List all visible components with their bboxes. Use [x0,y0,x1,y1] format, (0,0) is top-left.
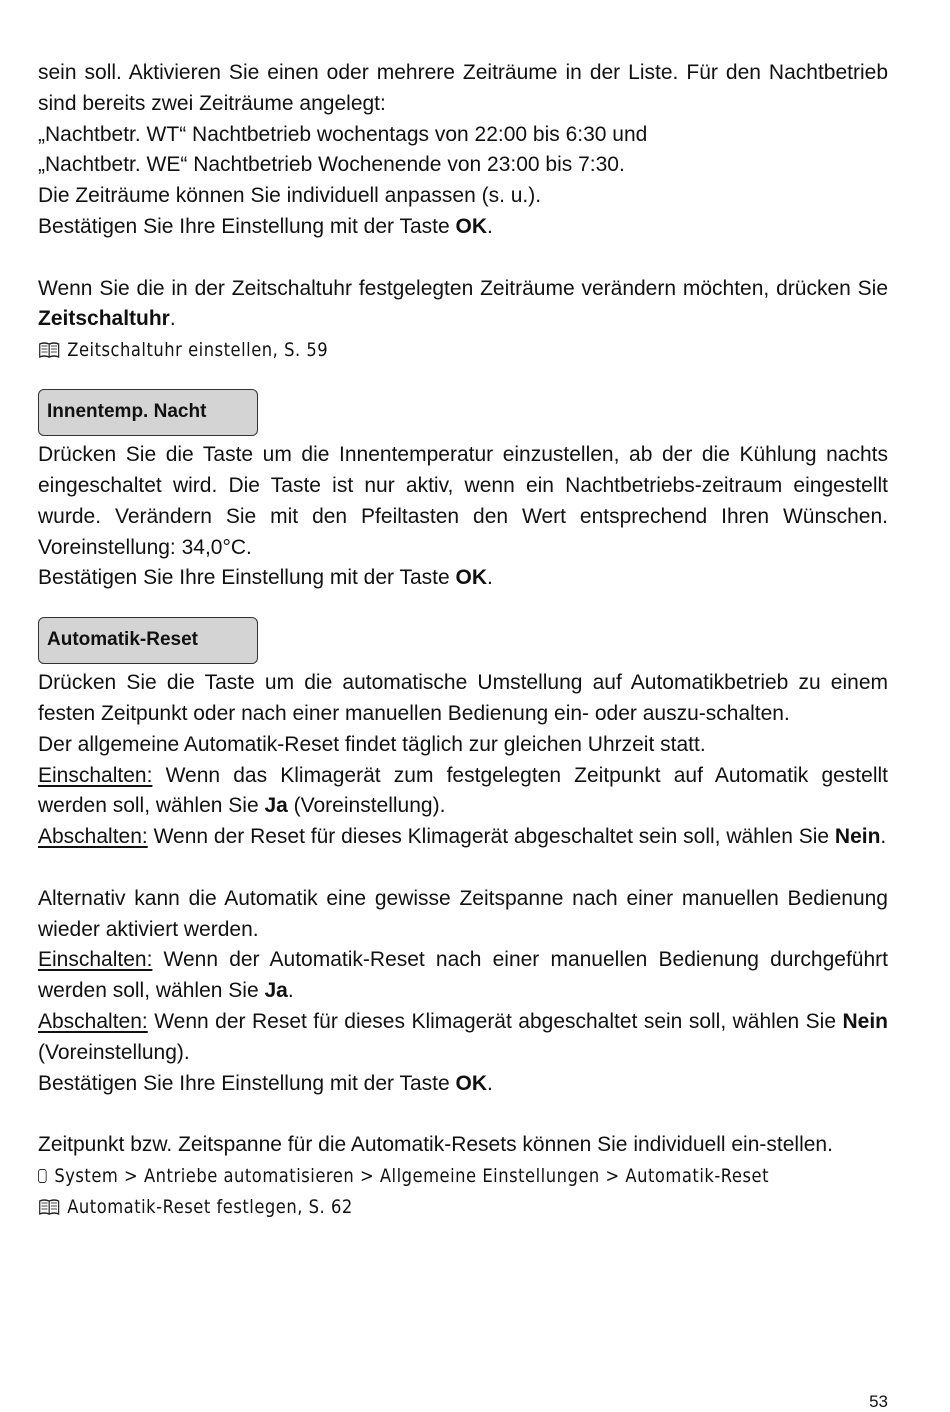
key-timer: Zeitschaltuhr [38,307,170,331]
page-number: 53 [869,1392,888,1411]
paragraph-reset-on-1: Einschalten: Wenn das Klimagerät zum festgelegten Zeitpunkt auf Automatik gestellt werden soll, wählen Sie Ja (Voreinstellung). [38,763,888,818]
key-no: Nein [834,825,881,849]
key-yes: Ja [264,794,288,818]
key-yes: Ja [264,979,288,1003]
paragraph-timer: Wenn Sie die in der Zeitschaltuhr festgelegten Zeiträume verändern möchten, drücken Sie Zeitschaltuhr. [38,276,888,331]
auto-reset-button[interactable]: Automatik-Reset [38,617,258,664]
key-ok: OK [455,214,488,238]
key-ok: OK [455,1071,488,1095]
paragraph-confirm: Bestätigen Sie Ihre Einstellung mit der Taste OK. [38,1071,493,1095]
paragraph-periods: sein soll. Aktivieren Sie einen oder mehrere Zeiträume in der Liste. Für den Nachtbetrieb sind bereits zwei Zeiträume angelegt: [38,61,888,115]
cross-reference-reset: Automatik-Reset festlegen, S. 62 [38,1192,769,1223]
manual-page [38,58,888,1223]
key-ok: OK [455,566,488,590]
paragraph-reset-off-2: Abschalten: Wenn der Reset für dieses Klimagerät abgeschaltet sein soll, wählen Sie Nein (Voreinstellung). [38,1009,888,1064]
paragraph-night-temp: Drücken Sie die Taste um die Innentemperatur einzustellen, ab der die Kühlung nachts eingeschaltet wird. Die Taste ist nur aktiv, wenn ein Nachtbetriebs-zeitraum eingestellt wurde. Verändern Sie mit den Pfeiltasten den Wert entsprechend Ihren Wünschen. Voreinstellung: 34,0°C. [38,443,888,559]
cross-reference-timer: Zeitschaltuhr einstellen, S. 59 [38,335,769,366]
paragraph-night-weekday: „Nachtbetr. WT“ Nachtbetrieb wochentags von 22:00 bis 6:30 und [38,122,648,146]
paragraph-reset-individual: Zeitpunkt bzw. Zeitspanne für die Automatik-Resets können Sie individuell ein-stellen. [38,1133,833,1157]
paragraph-reset-on-2: Einschalten: Wenn der Automatik-Reset nach einer manuellen Bedienung durchgeführt werden soll, wählen Sie Ja. [38,948,888,1003]
paragraph-adjust: Die Zeiträume können Sie individuell anpassen (s. u.). [38,184,542,208]
paragraph-reset-intro: Drücken Sie die Taste um die automatische Umstellung auf Automatikbetrieb zu einem festen Zeitpunkt oder nach einer manuellen Bedienung ein- oder auszu-schalten. [38,671,888,725]
menu-path: System > Antriebe automatisieren > Allgemeine Einstellungen > Automatik-Reset [38,1161,769,1192]
paragraph-confirm: Bestätigen Sie Ihre Einstellung mit der Taste OK. [38,566,493,590]
night-temp-button[interactable]: Innentemp. Nacht [38,389,258,436]
book-icon [38,341,60,360]
screen-icon [38,1169,47,1183]
book-icon [38,1198,60,1217]
paragraph-night-weekend: „Nachtbetr. WE“ Nachtbetrieb Wochenende von 23:00 bis 7:30. [38,153,625,177]
paragraph-reset-general: Der allgemeine Automatik-Reset findet täglich zur gleichen Uhrzeit statt. [38,732,706,756]
paragraph-reset-off-1: Abschalten: Wenn der Reset für dieses Klimagerät abgeschaltet sein soll, wählen Sie Nein. [38,825,887,849]
key-no: Nein [842,1009,888,1033]
paragraph-confirm: Bestätigen Sie Ihre Einstellung mit der Taste OK. [38,214,493,238]
paragraph-reset-alt: Alternativ kann die Automatik eine gewisse Zeitspanne nach einer manuellen Bedienung wieder aktiviert werden. [38,886,888,941]
